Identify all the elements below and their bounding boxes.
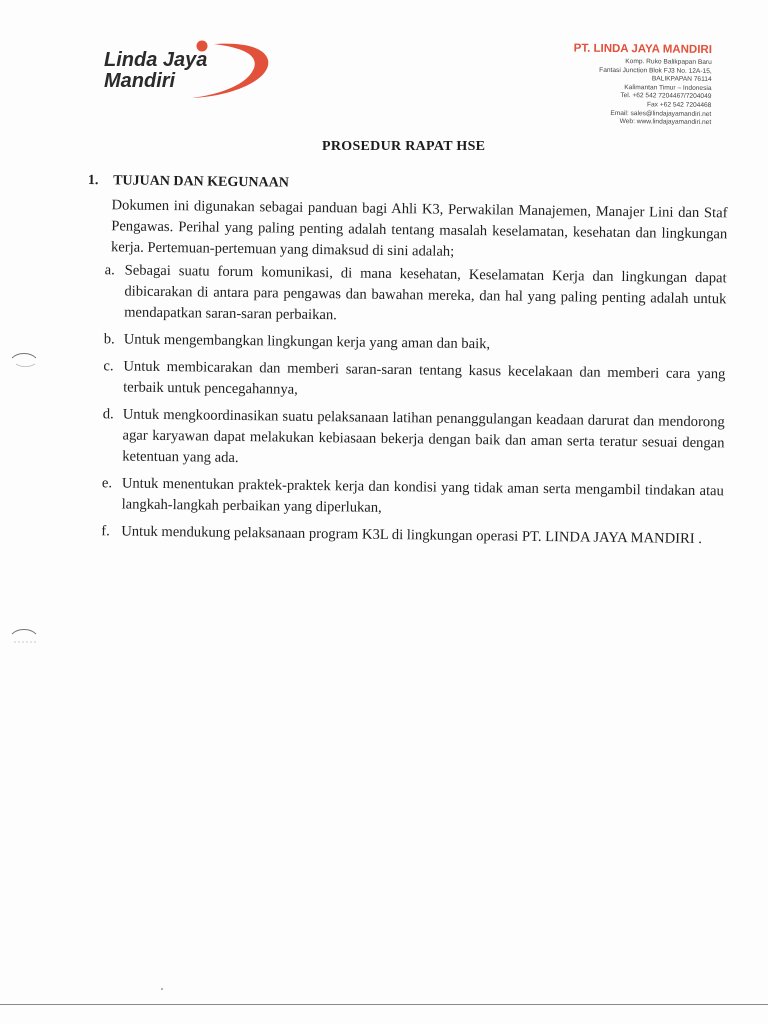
list-item-text: Untuk membicarakan dan memberi saran-saran tentang kasus kecelakaan dan memberi cara yang terbaik untuk pencegahannya, xyxy=(123,358,726,398)
logo-line-2: Mandiri xyxy=(104,70,176,92)
logo-wordmark xyxy=(104,50,207,92)
list-item-marker: e. xyxy=(101,475,113,492)
company-header xyxy=(511,42,712,128)
list-item-marker: f. xyxy=(101,523,110,540)
list-item-text: Untuk mengembangkan lingkungan kerja yang aman dan baik, xyxy=(123,331,491,353)
scan-speck xyxy=(161,988,163,990)
list-item-marker: c. xyxy=(103,358,114,375)
company-name: PT. LINDA JAYA MANDIRI xyxy=(573,42,712,56)
section-intro: Dokumen ini digunakan sebagai panduan bagi Ahli K3, Perwakilan Manajemen, Manajer Lini dan Staf Pengawas. Perihal yang paling penting adalah tentang masalah keselamatan, kesehatan dan lingkungan kerja. Pertemuan-pertemuan yang dimaksud di sini adalah; xyxy=(110,197,728,260)
section-heading-text: TUJUAN DAN KEGUNAAN xyxy=(113,173,289,191)
list-item-marker: d. xyxy=(102,406,114,423)
logo-line-1: Linda Jaya xyxy=(104,49,208,71)
company-address-line: Kalimantan Timur – Indonesia xyxy=(624,83,712,92)
binder-hole-mark-icon xyxy=(8,348,38,370)
list-item-text: Untuk mendukung pelaksanaan program K3L di lingkungan operasi PT. LINDA JAYA MANDIRI . xyxy=(121,523,703,548)
company-fax: Fax +62 542 7204468 xyxy=(646,101,712,109)
list-item xyxy=(84,404,725,475)
page-bottom-edge xyxy=(0,1004,768,1005)
list-item-text: Sebagai suatu forum komunikasi, di mana kesehatan, Keselamatan Kerja dan lingkungan dapat dibicarakan di antara para pengawas dan bawahan mereka, dan hal yang paling penting adalah untuk mendapatkan saran-saran perbaikan. xyxy=(124,262,727,324)
list-item-text: Untuk mengkoordinasikan suatu pelaksanaan latihan penanggulangan keadaan darurat dan mendorong agar karyawan dapat melakukan kebiasaan bekerja dengan baik dan aman serta teratur sesuai dengan ketentuan yang ada. xyxy=(122,406,725,466)
binder-hole-mark-icon xyxy=(8,624,38,646)
list-item xyxy=(83,473,723,523)
list-item xyxy=(83,521,723,550)
company-website: Web: www.lindajayamandiri.net xyxy=(619,118,712,127)
company-address-line: Fantasi Junction Blok FJ3 No. 12A-15, xyxy=(599,66,712,75)
company-address-line: Komp. Ruko Balikpapan Baru xyxy=(625,58,712,66)
company-phone: Tel. +62 542 7204467/7204049 xyxy=(620,92,712,101)
document-title: PROSEDUR RAPAT HSE xyxy=(322,139,486,154)
list-item xyxy=(86,329,726,358)
list-item xyxy=(85,356,725,406)
company-email: Email: sales@lindajayamandiri.net xyxy=(610,109,712,118)
list-item-marker: b. xyxy=(103,331,115,348)
company-logo xyxy=(96,38,276,110)
list-item-marker: a. xyxy=(104,262,115,279)
section-heading xyxy=(88,170,728,199)
company-address-line: BALIKPAPAN 76114 xyxy=(651,75,712,84)
list-item-text: Untuk menentukan praktek-praktek kerja dan kondisi yang tidak aman serta mengambil tindakan atau langkah-langkah perbaikan yang diperlukan, xyxy=(121,475,724,516)
document-body xyxy=(83,170,728,556)
section-number: 1. xyxy=(87,172,99,189)
list-item xyxy=(86,260,727,331)
